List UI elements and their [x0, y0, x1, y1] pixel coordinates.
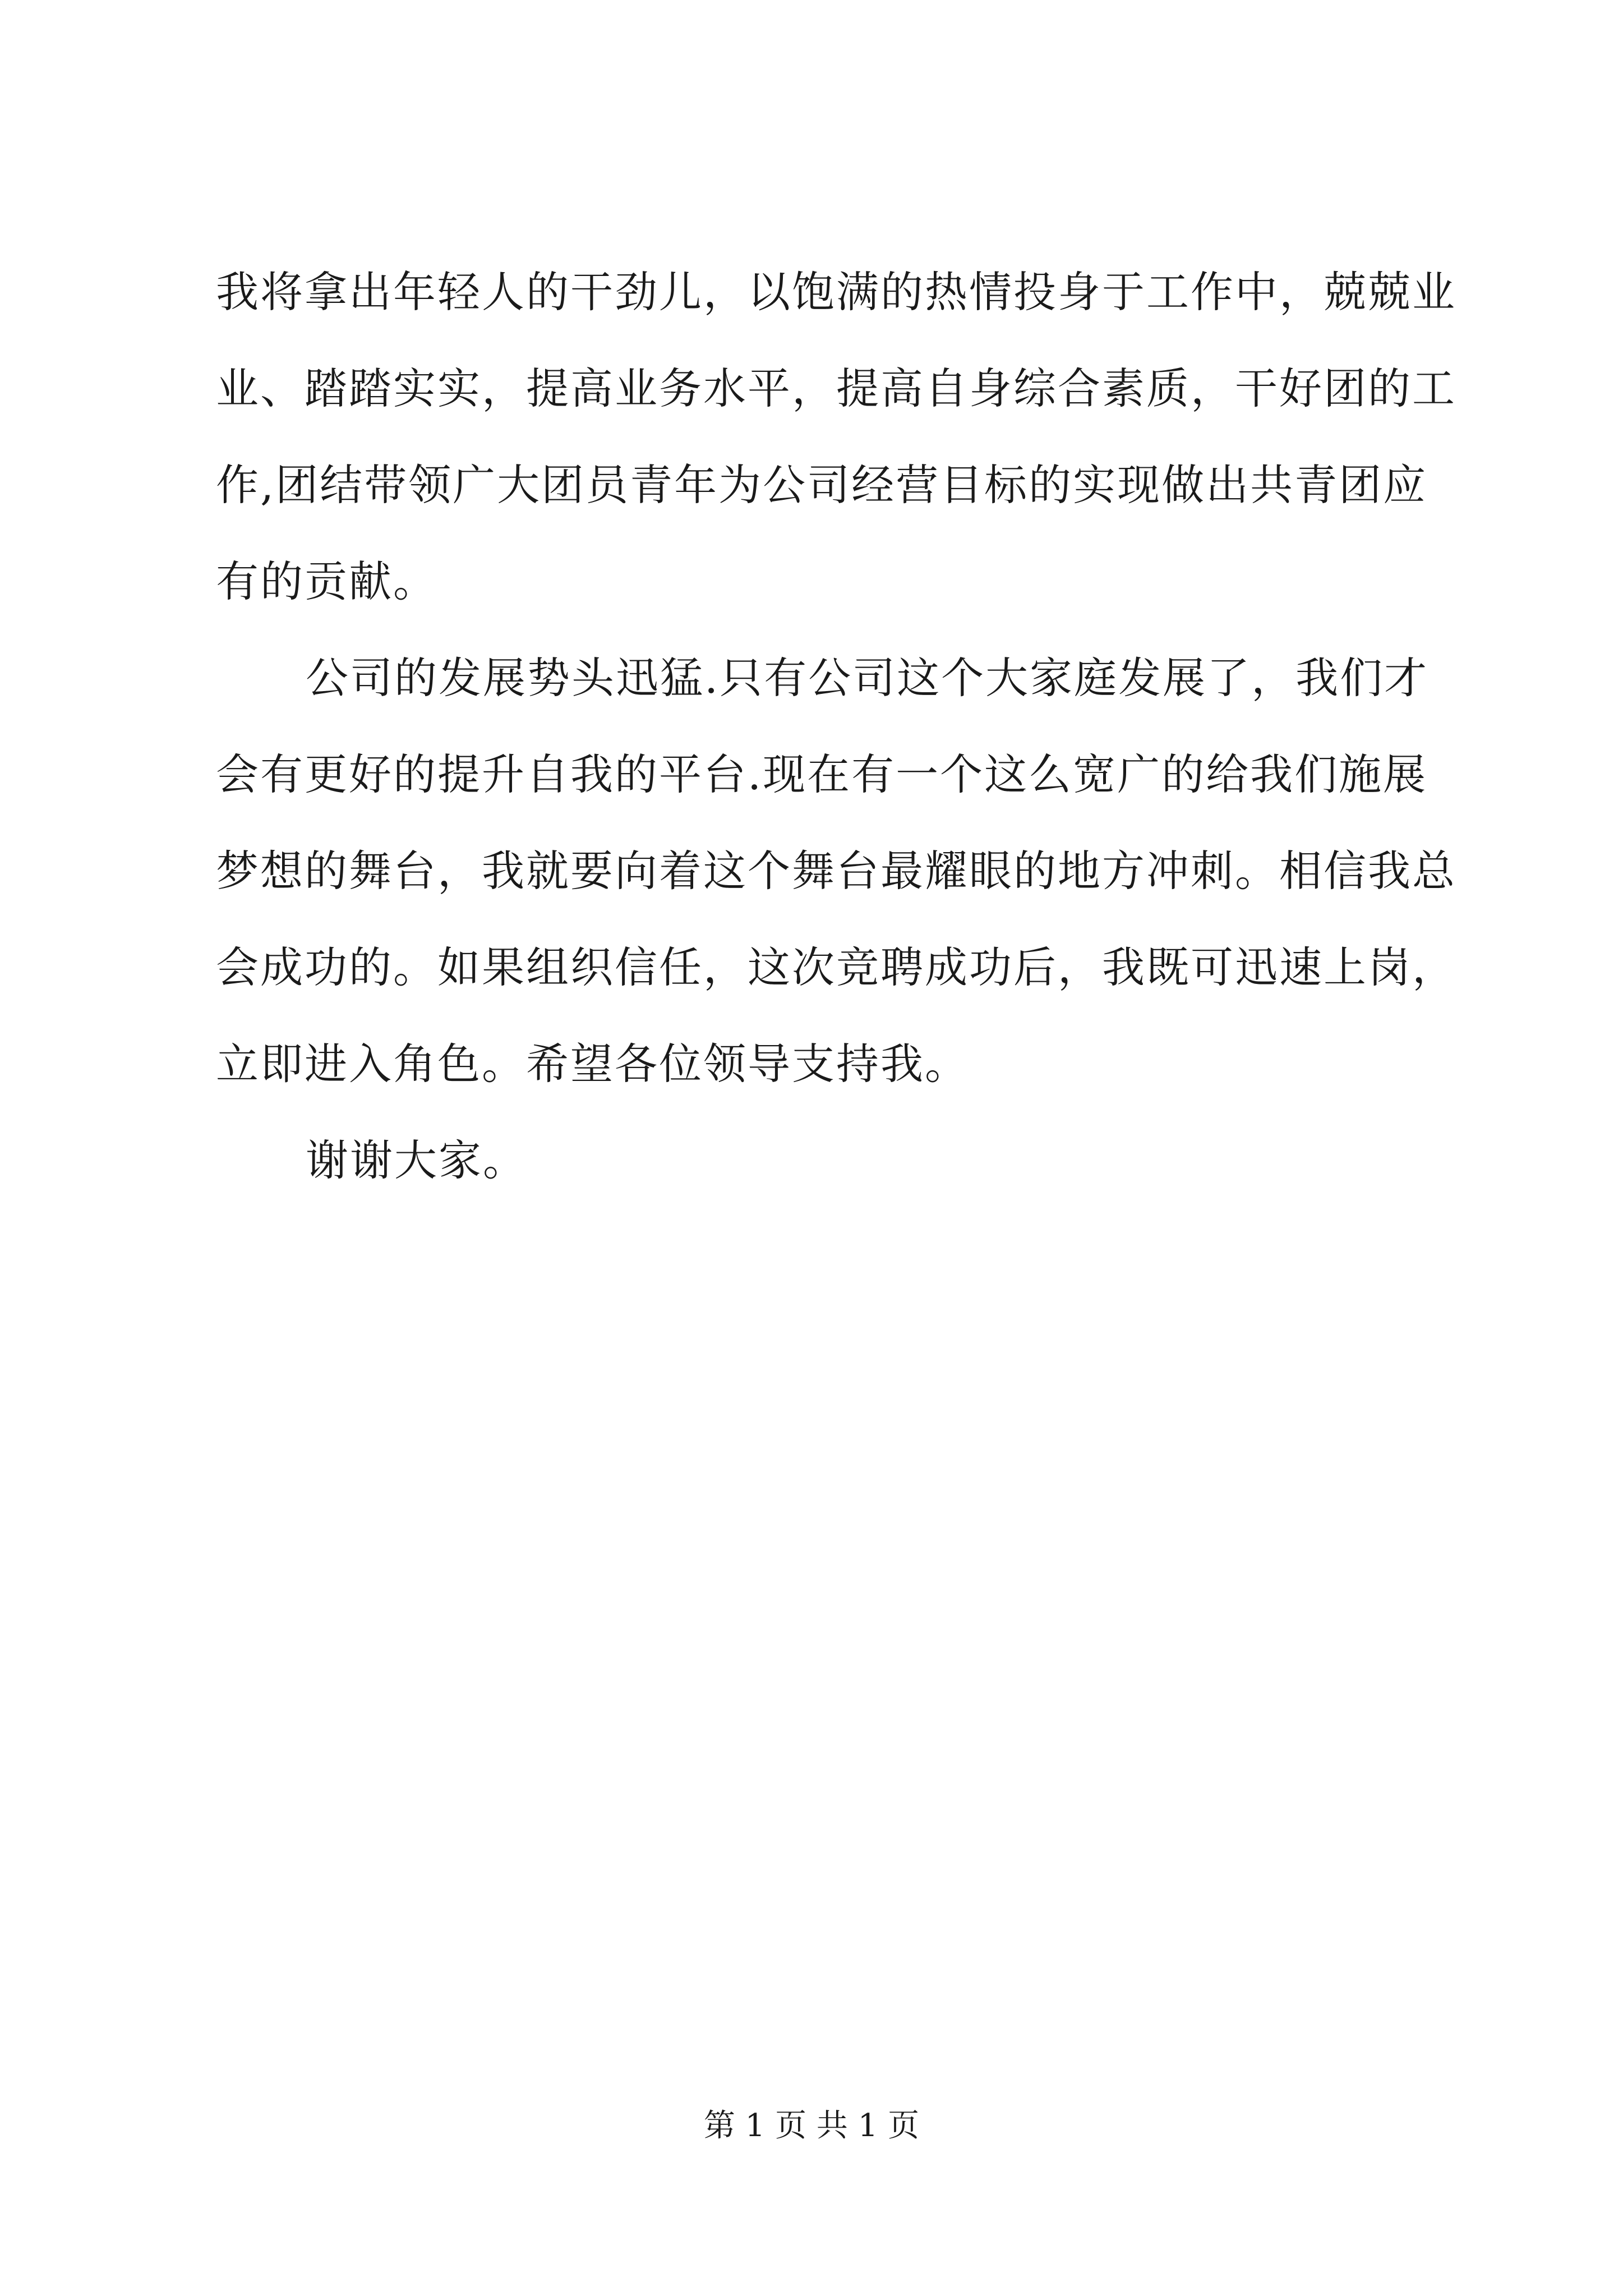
- paragraph-2-line-2: 会有更好的提升自我的平台.现在有一个这么宽广的给我们施展: [216, 749, 1428, 799]
- paragraph-3-line-1: 谢谢大家。: [306, 1135, 527, 1185]
- paragraph-2-line-4: 会成功的。如果组织信任，这次竞聘成功后，我既可迅速上岗，: [216, 942, 1456, 992]
- paragraph-1-line-3: 作,团结带领广大团员青年为公司经营目标的实现做出共青团应: [216, 460, 1428, 510]
- document-body: [216, 244, 1456, 1209]
- paragraph-2-line-1: 公司的发展势头迅猛.只有公司这个大家庭发展了，我们才: [306, 653, 1429, 703]
- paragraph-1-line-4: 有的贡献。: [216, 556, 437, 606]
- paragraph-1-line-2: 业、踏踏实实，提高业务水平，提高自身综合素质，干好团的工: [216, 364, 1456, 413]
- paragraph-1-line-1: 我将拿出年轻人的干劲儿，以饱满的热情投身于工作中，兢兢业: [216, 267, 1456, 317]
- page-footer: 第 1 页 共 1 页: [703, 2108, 920, 2144]
- paragraph-2-line-5: 立即进入角色。希望各位领导支持我。: [216, 1039, 969, 1089]
- paragraph-2-line-3: 梦想的舞台，我就要向着这个舞台最耀眼的地方冲刺。相信我总: [216, 846, 1456, 896]
